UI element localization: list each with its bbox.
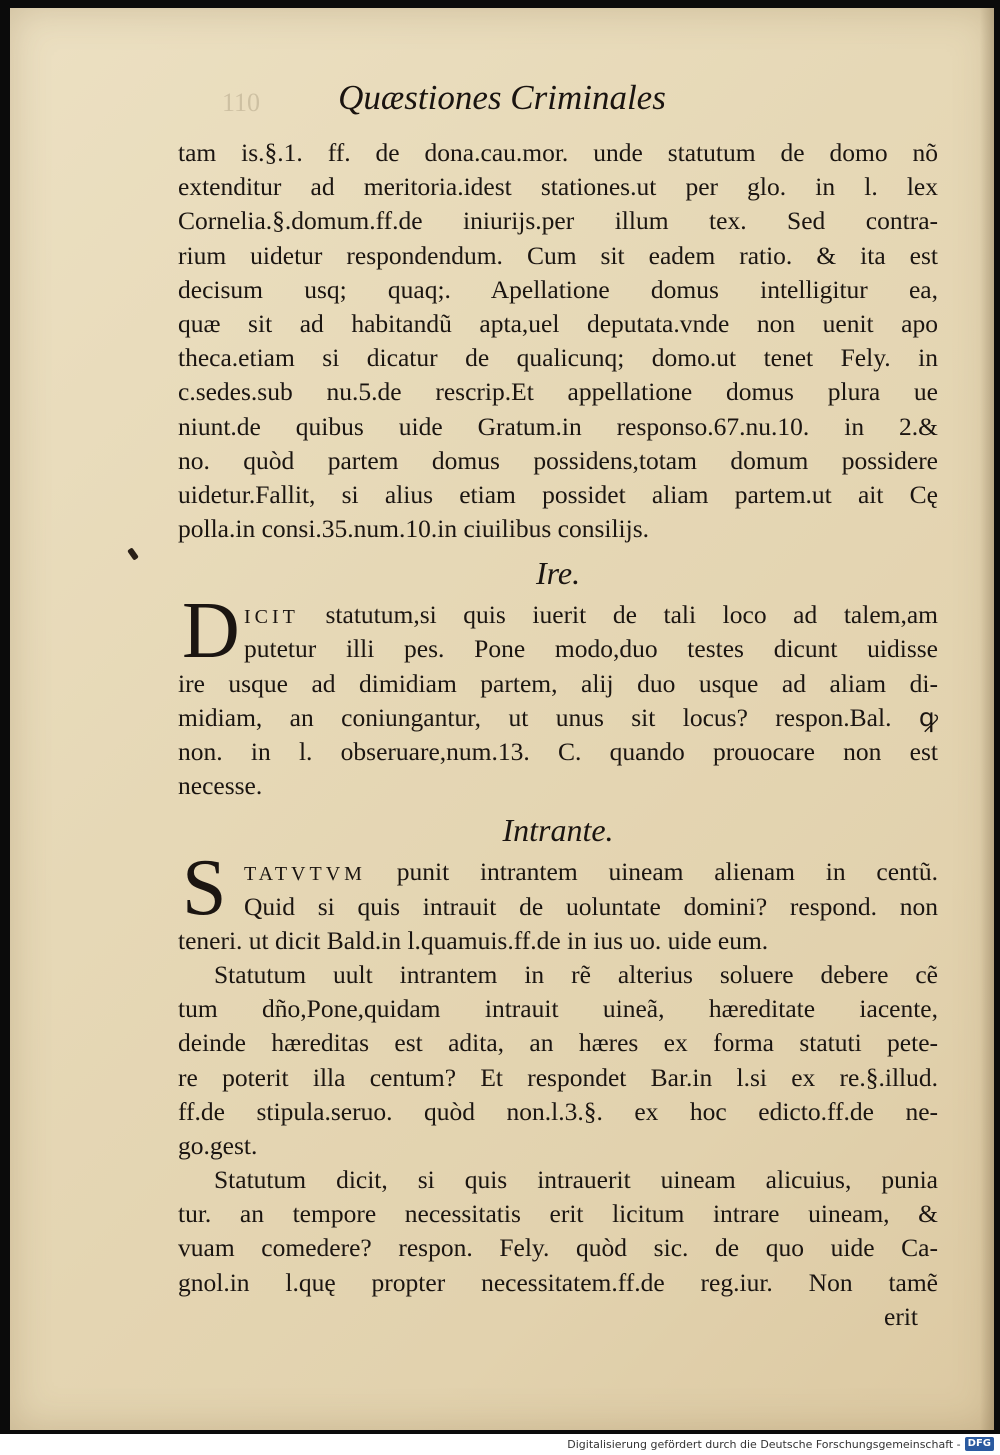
text-line: rium uidetur respondendum. Cum sit eadem ratio. & ita est bbox=[178, 240, 938, 270]
text-line: Quid si quis intrauit de uoluntate domini? respond. non bbox=[244, 891, 938, 921]
catchword: erit bbox=[884, 1301, 918, 1331]
text-line: c.sedes.sub nu.5.de rescrip.Et appellatione domus plura ue bbox=[178, 377, 938, 407]
text-line: quæ sit ad habitandũ apta,uel deputata.vnde non uenit apo bbox=[178, 308, 938, 338]
text-line: polla.in consi.35.num.10.in ciuilibus consilijs. bbox=[178, 514, 650, 544]
text-line: tur. an tempore necessitatis erit licitum intrare uineam, & bbox=[178, 1199, 938, 1229]
text-block bbox=[178, 136, 938, 1334]
first-line-rest: statutum,si quis iuerit de tali loco ad talem,am bbox=[325, 600, 938, 630]
text-line: no. quòd partem domus possidens,totam domum possidere bbox=[178, 445, 938, 475]
text-line: go.gest. bbox=[178, 1130, 258, 1160]
text-line: Statutum uult intrantem in rẽ alterius soluere debere cẽ bbox=[214, 959, 938, 989]
text-line: midiam, an coniungantur, ut unus sit locus? respon.Bal. ꝙ bbox=[178, 702, 938, 732]
first-line-rest: punit intrantem uineam alienam in centũ. bbox=[396, 857, 939, 887]
digitization-footer bbox=[0, 1434, 1000, 1455]
text-line: ire usque ad dimidiam partem, alij duo usque ad aliam di- bbox=[178, 668, 938, 698]
text-line: deinde hæreditas est adita, an hæres ex forma statuti pete- bbox=[178, 1028, 938, 1058]
lead-smallcaps: ICIT bbox=[244, 606, 299, 629]
section-heading-ire: Ire. bbox=[535, 555, 581, 592]
text-line: extenditur ad meritoria.idest stationes.ut per glo. in l. lex bbox=[178, 172, 938, 202]
running-head: Quæstiones Criminales bbox=[338, 78, 666, 117]
section-heading-intrante: Intrante. bbox=[502, 812, 614, 849]
text-line: non. in l. obseruare,num.13. C. quando prouocare non est bbox=[178, 737, 938, 766]
text-line bbox=[178, 598, 938, 632]
text-line: uidetur.Fallit, si alius etiam possidet aliam partem.ut ait Cę bbox=[178, 479, 938, 509]
text-line: re poterit illa centum? Et respondet Bar.in l.si ex re.§.illud. bbox=[178, 1062, 938, 1092]
section-ire bbox=[178, 587, 938, 803]
text-line: decisum usq; quaq;. Apellatione domus intelligitur ea, bbox=[178, 274, 938, 304]
text-line: Cornelia.§.domum.ff.de iniurijs.per illum tex. Sed contra- bbox=[178, 206, 938, 236]
text-line: ff.de stipula.seruo. quòd non.l.3.§. ex hoc edicto.ff.de ne- bbox=[178, 1096, 938, 1126]
text-line: tum dño,Pone,quidam intrauit uineã, hæreditate iacente, bbox=[178, 994, 938, 1024]
book-page bbox=[10, 8, 994, 1430]
text-line: Statutum dicit, si quis intrauerit uineam alicuius, punia bbox=[214, 1165, 938, 1195]
lead-smallcaps: TATVTVM bbox=[244, 863, 366, 886]
section-intrante bbox=[178, 844, 939, 1334]
ink-mark bbox=[127, 547, 139, 560]
text-line: theca.etiam si dicatur de qualicunq; domo.ut tenet Fely. in bbox=[178, 343, 938, 373]
text-line: niunt.de quibus uide Gratum.in responso.67.nu.10. in 2.& bbox=[178, 411, 938, 441]
text-line: vuam comedere? respon. Fely. quòd sic. de quo uide Ca- bbox=[178, 1233, 938, 1263]
text-line: putetur illi pes. Pone modo,duo testes dicunt uidisse bbox=[244, 634, 938, 664]
section-intro bbox=[178, 136, 938, 546]
footer-text: Digitalisierung gefördert durch die Deutsche Forschungsgemeinschaft - bbox=[567, 1438, 961, 1451]
text-line: necesse. bbox=[178, 771, 263, 801]
text-line: gnol.in l.quę propter necessitatem.ff.de reg.iur. Non tamẽ bbox=[178, 1267, 938, 1297]
ghost-page-number: 110 bbox=[222, 88, 261, 117]
text-line: teneri. ut dicit Bald.in l.quamuis.ff.de in ius uo. uide eum. bbox=[178, 925, 769, 955]
dfg-logo[interactable]: DFG bbox=[965, 1437, 994, 1451]
drop-cap: S bbox=[182, 844, 227, 933]
drop-cap: D bbox=[182, 587, 240, 676]
text-line bbox=[178, 855, 938, 889]
text-line: tam is.§.1. ff. de dona.cau.mor. unde statutum de domo nõ bbox=[178, 138, 938, 167]
